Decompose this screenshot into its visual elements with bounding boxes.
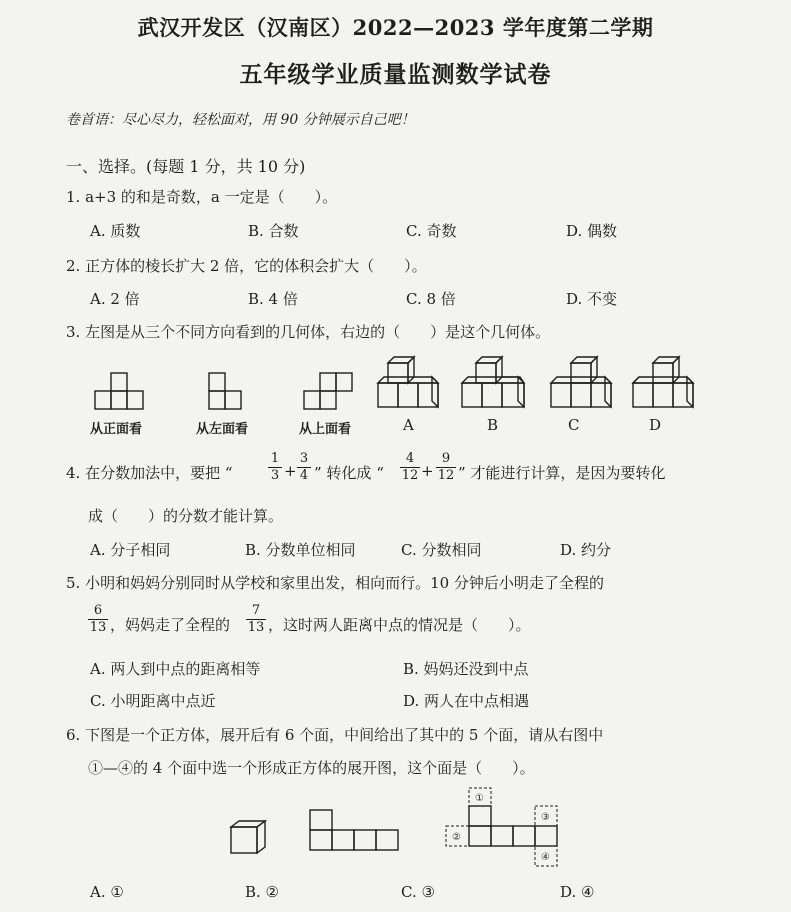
q6-candidate-net-figure xyxy=(444,786,562,868)
q6-option-a: A. ① xyxy=(90,883,124,901)
q5-option-c: C. 小明距离中点近 xyxy=(90,692,216,710)
q4-fraction-1: 1 3 xyxy=(268,452,282,483)
q3-option-c: C xyxy=(568,416,580,434)
q4-option-b: B. 分数单位相同 xyxy=(245,541,356,559)
q3-option-a-figure xyxy=(376,356,440,408)
q3-stem: 3. 左图是从三个不同方向看到的几何体，右边的（ ）是这个几何体。 xyxy=(66,323,551,341)
q5-fraction-1: 6 13 xyxy=(89,603,107,635)
q4-fraction-4: 9 12 xyxy=(437,451,455,483)
q6-face-label-3: ③ xyxy=(541,812,550,823)
q6-option-d: D. ④ xyxy=(560,883,595,901)
exam-title-line2: 五年级学业质量监测数学试卷 xyxy=(239,61,552,88)
q6-stem-line1: 6. 下图是一个正方体，展开后有 6 个面，中间给出了其中的 5 个面，请从右图中 xyxy=(66,726,604,744)
q5-option-a: A. 两人到中点的距离相等 xyxy=(90,660,261,678)
q4-plus-2: + xyxy=(421,462,434,480)
q6-option-b: B. ② xyxy=(245,883,280,901)
q3-top-view-figure xyxy=(302,372,354,410)
q4-fraction-2: 3 4 xyxy=(297,452,311,483)
q4-stem-pre: 4. 在分数加法中，要把 “ xyxy=(66,464,233,482)
q3-view-label-front: 从正面看 xyxy=(90,422,143,437)
q1-stem: 1. a+3 的和是奇数，a 一定是（ ）。 xyxy=(66,188,338,206)
section-title: 一、选择。(每题 1 分，共 10 分) xyxy=(66,157,306,176)
q2-option-d: D. 不变 xyxy=(566,290,618,308)
q3-left-view-figure xyxy=(207,372,243,410)
q4-fraction-3: 4 12 xyxy=(401,451,419,483)
q6-stem-line2: ①—④的 4 个面中选一个形成正方体的展开图，这个面是（ ）。 xyxy=(88,759,535,777)
q6-partial-net-figure xyxy=(308,808,428,850)
q4-stem-mid: ” 转化成 “ xyxy=(314,464,384,482)
q2-option-c: C. 8 倍 xyxy=(406,290,456,308)
q4-option-c: C. 分数相同 xyxy=(401,541,482,559)
q3-option-b-figure xyxy=(460,356,526,408)
q5-stem-line1: 5. 小明和妈妈分别同时从学校和家里出发，相向而行。10 分钟后小明走了全程的 xyxy=(66,574,604,592)
q5-option-d: D. 两人在中点相遇 xyxy=(403,692,530,710)
q3-option-d-figure xyxy=(631,356,695,408)
q5-stem-post: ，这时两人距离中点的情况是（ ）。 xyxy=(268,616,531,634)
q4-option-d: D. 约分 xyxy=(560,541,612,559)
q3-view-label-left: 从左面看 xyxy=(196,422,249,437)
exam-title-line1: 武汉开发区（汉南区）2022—2023 学年度第二学期 xyxy=(137,15,654,40)
q3-front-view-figure xyxy=(93,372,145,410)
q3-view-label-top: 从上面看 xyxy=(299,422,352,437)
q6-option-c: C. ③ xyxy=(401,883,435,901)
q6-face-label-2: ② xyxy=(452,832,461,843)
q5-stem-mid: ，妈妈走了全程的 xyxy=(110,616,231,634)
q1-option-a: A. 质数 xyxy=(90,222,141,240)
q5-option-b: B. 妈妈还没到中点 xyxy=(403,660,529,678)
q3-option-a: A xyxy=(403,416,414,434)
q4-option-a: A. 分子相同 xyxy=(90,541,171,559)
q2-option-b: B. 4 倍 xyxy=(248,290,298,308)
intro-text: 卷首语：尽心尽力，轻松面对，用 90 分钟展示自己吧！ xyxy=(66,112,415,128)
q1-option-b: B. 合数 xyxy=(248,222,299,240)
q2-stem: 2. 正方体的棱长扩大 2 倍，它的体积会扩大（ ）。 xyxy=(66,257,427,275)
q6-face-label-1: ① xyxy=(475,793,484,804)
q3-option-c-figure xyxy=(549,356,613,408)
q4-stem-line2: 成（ ）的分数才能计算。 xyxy=(88,507,284,525)
q4-stem-post: ” 才能进行计算，是因为要转化 xyxy=(458,464,666,482)
q3-option-d: D xyxy=(649,416,662,434)
q6-cube-figure xyxy=(229,819,269,855)
q6-face-label-4: ④ xyxy=(541,852,550,863)
q4-plus-1: + xyxy=(284,462,297,480)
q5-fraction-2: 7 13 xyxy=(247,603,265,635)
q1-option-c: C. 奇数 xyxy=(406,222,457,240)
q3-option-b: B xyxy=(487,416,499,434)
q1-option-d: D. 偶数 xyxy=(566,222,618,240)
q2-option-a: A. 2 倍 xyxy=(90,290,140,308)
